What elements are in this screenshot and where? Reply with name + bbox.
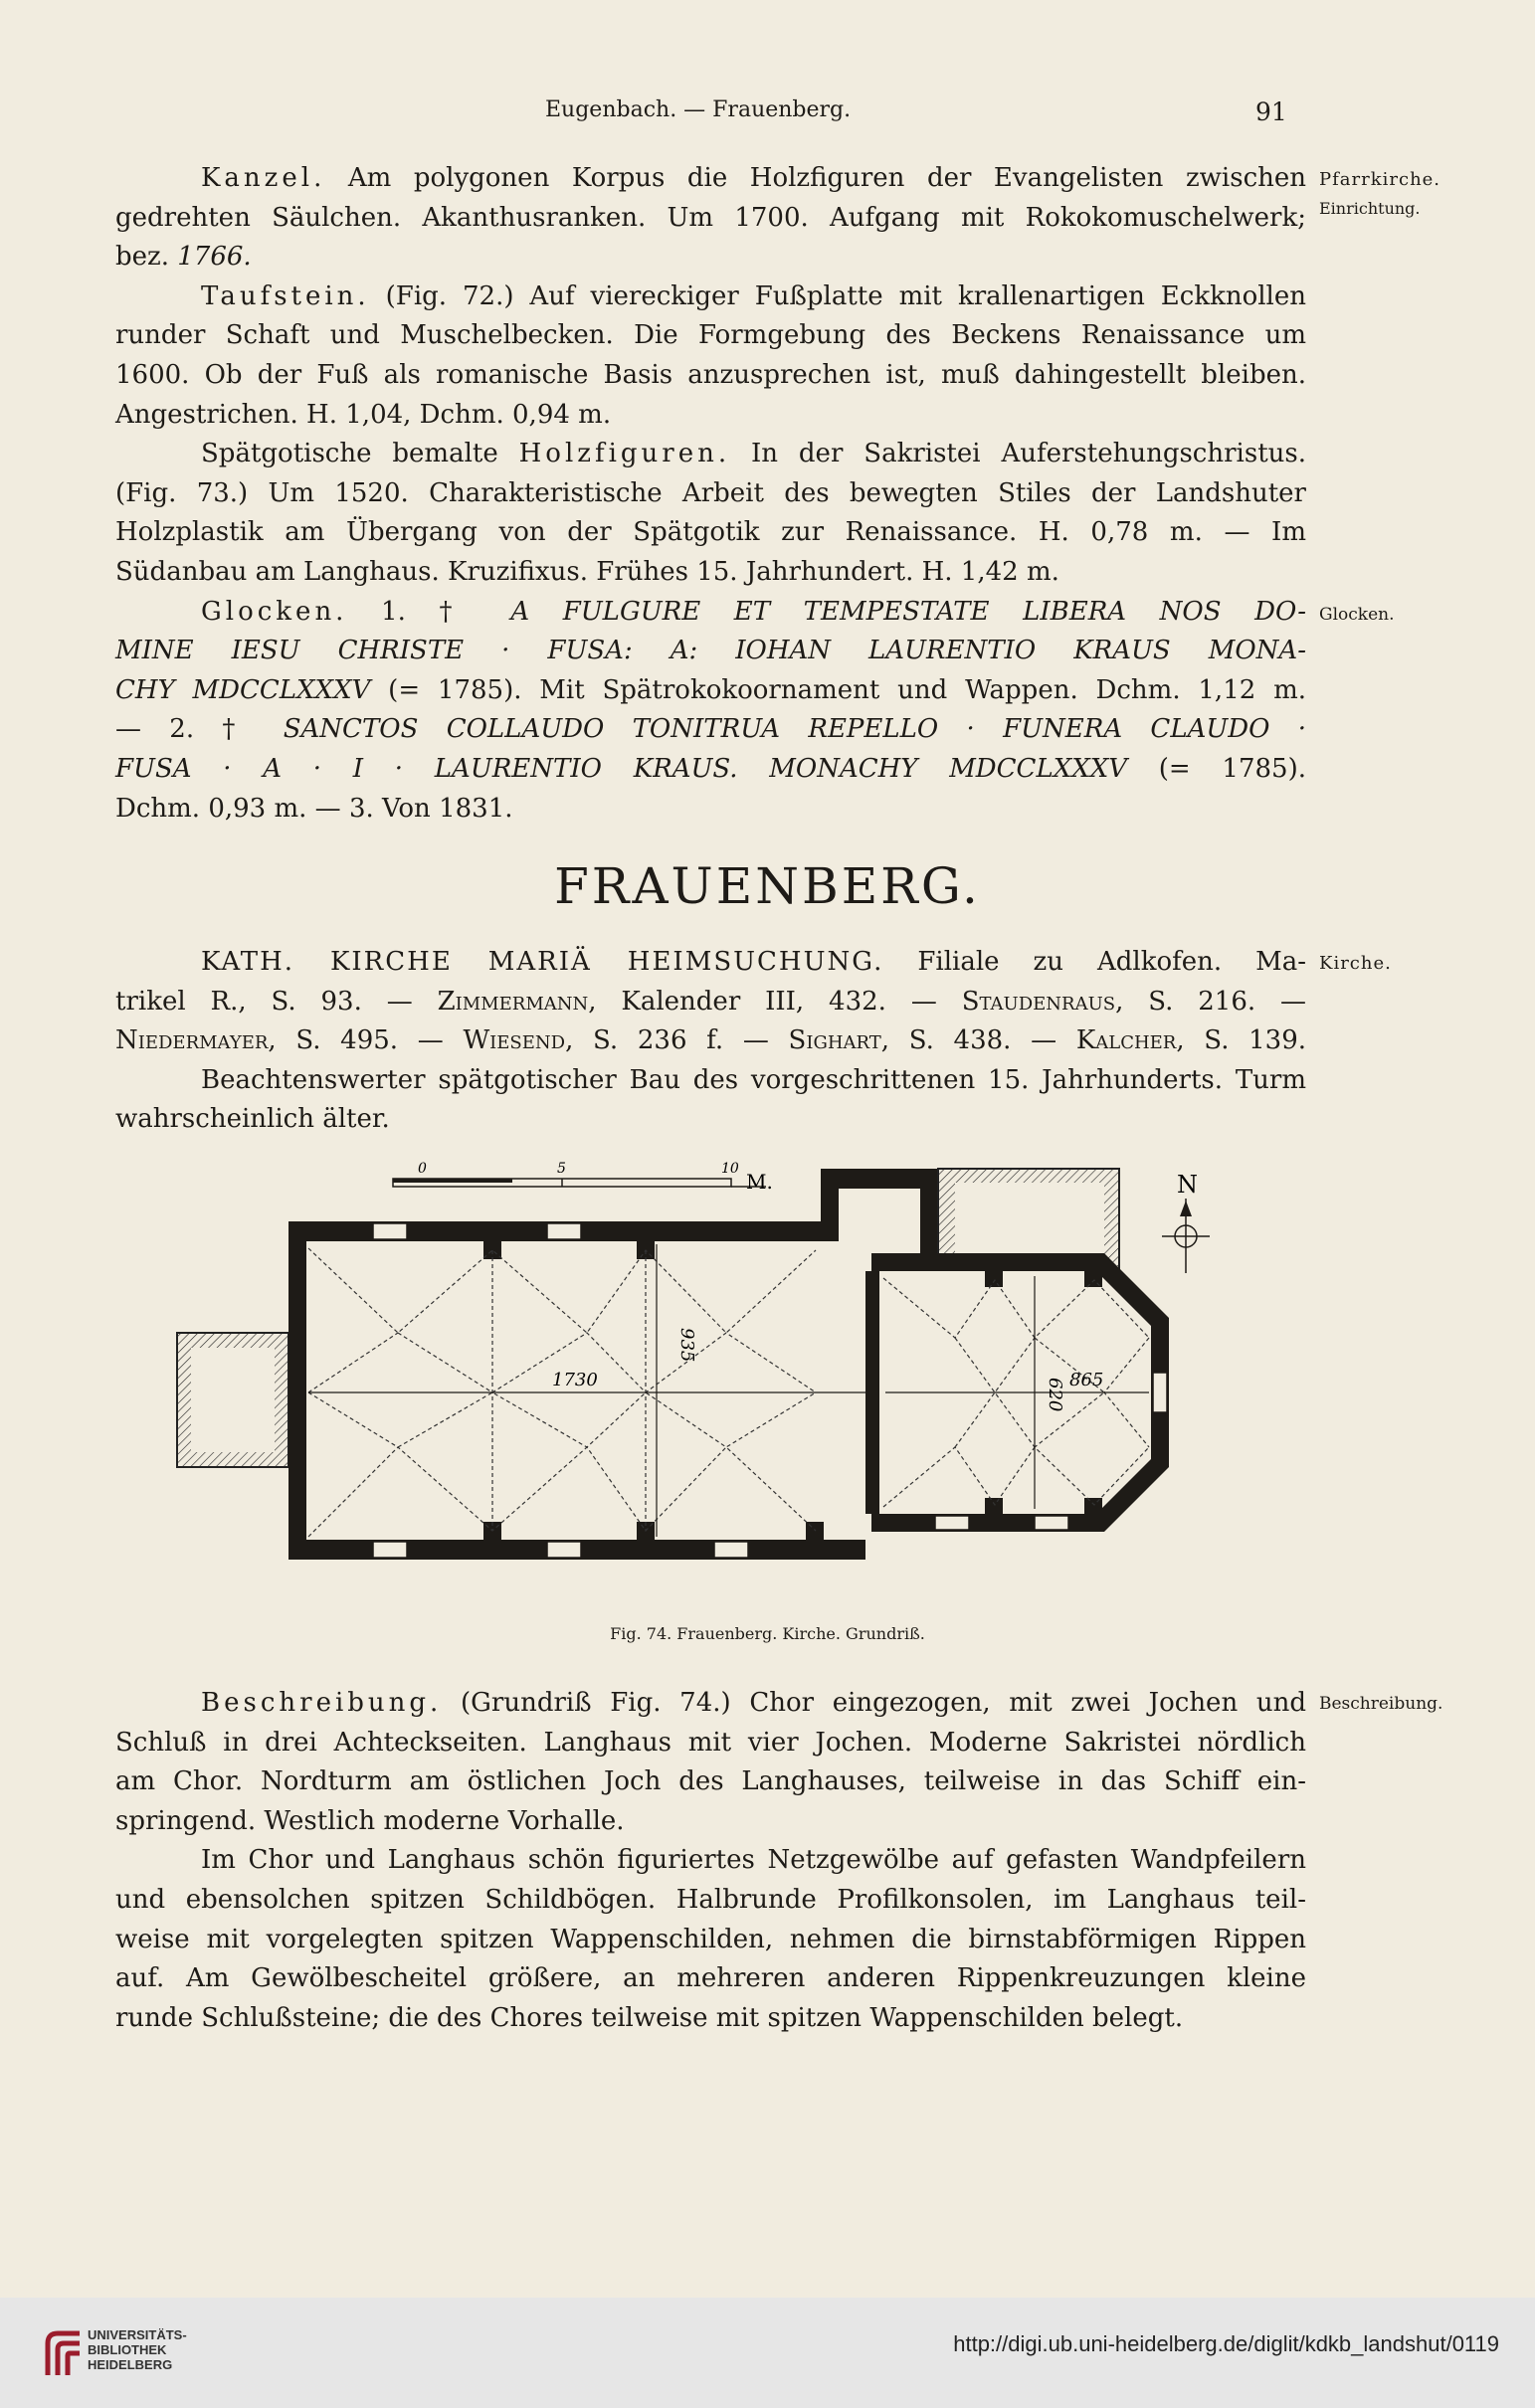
paragraph-line: — 2. † SANCTOS COLLAUDO TONITRUA REPELLO · FUNERA CLAUDO · [115,714,1306,745]
permalink-url[interactable]: http://digi.ub.uni-heidelberg.de/diglit/kdkb_landshut/0119 [953,2331,1499,2356]
paragraph-line: Spätgotische bemalte Holzfiguren. In der Sakristei Auferstehungschristus. [201,439,1307,469]
dimension-label: 935 [676,1328,697,1363]
paragraph-line: Dchm. 0,93 m. — 3. Von 1831. [115,793,513,824]
paragraph-line: KATH. KIRCHE MARIÄ HEIMSUCHUNG. Filiale zu Adlkofen. Ma- [201,947,1307,977]
term-kanzel: Kanzel. [201,163,326,193]
margin-note-glocken: Glocken. [1319,605,1395,625]
paragraph-line: Beschreibung. (Grundriß Fig. 74.) Chor eingezogen, mit zwei Jochen und [201,1688,1306,1718]
langhaus-interior [306,1241,871,1540]
vorhalle-interior [191,1348,275,1452]
floor-plan-figure [169,1159,1273,1608]
paragraph-line: Südanbau am Langhaus. Kruzifixus. Frühes 15. Jahrhundert. H. 1,42 m. [115,556,1059,587]
svg-text:M.: M. [746,1170,773,1194]
dimension-label: 620 [1045,1378,1065,1412]
paragraph-line: wahrscheinlich älter. [115,1104,390,1135]
floor-plan-walls [177,1169,1169,1560]
svg-text:0: 0 [418,1161,427,1177]
running-title: Eugenbach. — Frauenberg. [545,97,852,122]
dimension-label: 865 [1069,1370,1104,1390]
paragraph-line: runde Schlußsteine; die des Chores teilweise mit spitzen Wappenschilden belegt. [115,2002,1184,2033]
paragraph-line: Niedermayer, S. 495. — Wiesend, S. 236 f. — Sighart, S. 438. — Kalcher, S. 139. [115,1025,1307,1056]
paragraph-line: auf. Am Gewölbescheitel größere, an mehreren anderen Rippenkreuzungen kleine [115,1963,1306,1994]
figure-caption: Fig. 74. Frauenberg. Kirche. Grundriß. [610,1624,925,1643]
paragraph-line: weise mit vorgelegten spitzen Wappenschilden, nehmen die birnstabförmigen Rippen [115,1924,1306,1954]
paragraph-line: 1600. Ob der Fuß als romanische Basis anzusprechen ist, muß dahingestellt bleiben. [115,359,1306,390]
svg-text:5: 5 [557,1161,566,1177]
term-beschreibung: Beschreibung. [201,1688,443,1718]
paragraph-line: FUSA · A · I · LAURENTIO KRAUS. MONACHY MDCCLXXXV (= 1785). [115,753,1306,784]
paragraph-line: Beachtenswerter spätgotischer Bau des vorgeschrittenen 15. Jahrhunderts. Turm [201,1064,1306,1095]
library-name: UNIVERSITÄTS- BIBLIOTHEK HEIDELBERG [88,2327,187,2372]
paragraph-line: Schluß in drei Achteckseiten. Langhaus mit vier Jochen. Moderne Sakristei nördlich [115,1727,1306,1758]
paragraph-line: runder Schaft und Muschelbecken. Die Formgebung des Beckens Renaissance um [115,320,1306,351]
page-header [0,97,1535,131]
paragraph-line: Taufstein. (Fig. 72.) Auf viereckiger Fußplatte mit krallenartigen Eckknollen [201,280,1307,311]
paragraph-line: Angestrichen. H. 1,04, Dchm. 0,94 m. [115,399,612,430]
margin-note-beschreibung: Beschreibung. [1319,1694,1443,1714]
paragraph-line: Holzplastik am Übergang von der Spätgotik zur Renaissance. H. 0,78 m. — Im [115,517,1306,548]
paragraph-line: trikel R., S. 93. — Zimmermann, Kalender III, 432. — Staudenraus, S. 216. — [115,986,1307,1017]
term-glocken: Glocken. [201,596,348,627]
text-block-kirche [115,943,1306,1140]
margin-note-einrichtung: Einrichtung. [1319,199,1421,218]
paragraph-line: Im Chor und Langhaus schön figuriertes Netzgewölbe auf gefasten Wandpfeilern [201,1845,1306,1876]
inscription-line: MINE IESU CHRISTE · FUSA: A: IOHAN LAURENTIO KRAUS MONA- [115,636,1306,666]
paragraph-line: Kanzel. Am polygonen Korpus die Holzfiguren der Evangelisten zwischen [201,163,1307,193]
section-title: FRAUENBERG. [554,857,981,915]
dimension-label: 1730 [552,1370,598,1390]
paragraph-line: springend. Westlich moderne Vorhalle. [115,1805,625,1836]
page-number: 91 [1255,97,1287,126]
scale-bar [393,1161,773,1194]
north-arrow [1162,1171,1210,1273]
term-holzfiguren: Holzfiguren. [518,439,731,469]
svg-text:10: 10 [721,1161,739,1177]
paragraph-line: und ebensolchen spitzen Schildbögen. Halbrunde Profilkonsolen, im Langhaus teil- [115,1884,1306,1915]
viewer-footer [0,2298,1535,2408]
paragraph-line: am Chor. Nordturm am östlichen Joch des Langhauses, teilweise in das Schiff ein- [115,1766,1306,1797]
term-taufstein: Taufstein. [201,280,370,311]
term-kirche: KATH. KIRCHE MARIÄ HEIMSUCHUNG. [201,947,884,977]
text-block-einrichtung [115,159,1306,829]
margin-note-pfarrkirche: Pfarrkirche. [1319,169,1441,190]
text-block-beschreibung [115,1684,1306,2038]
sakristei-interior [955,1183,1104,1260]
svg-text:N: N [1177,1171,1198,1199]
paragraph-line: bez. 1766. [115,242,252,273]
paragraph-line: gedrehten Säulchen. Akanthusranken. Um 1700. Aufgang mit Rokokomuschelwerk; [115,202,1306,233]
library-logo-icon [40,2325,92,2383]
paragraph-line: (Fig. 73.) Um 1520. Charakteristische Arbeit des bewegten Stiles der Landshuter [115,477,1306,508]
paragraph-line: CHY MDCCLXXXV (= 1785). Mit Spätrokokoornament und Wappen. Dchm. 1,12 m. [115,674,1306,705]
margin-note-kirche: Kirche. [1319,953,1392,974]
paragraph-line: Glocken. 1. † A FULGURE ET TEMPESTATE LIBERA NOS DO- [201,596,1307,627]
